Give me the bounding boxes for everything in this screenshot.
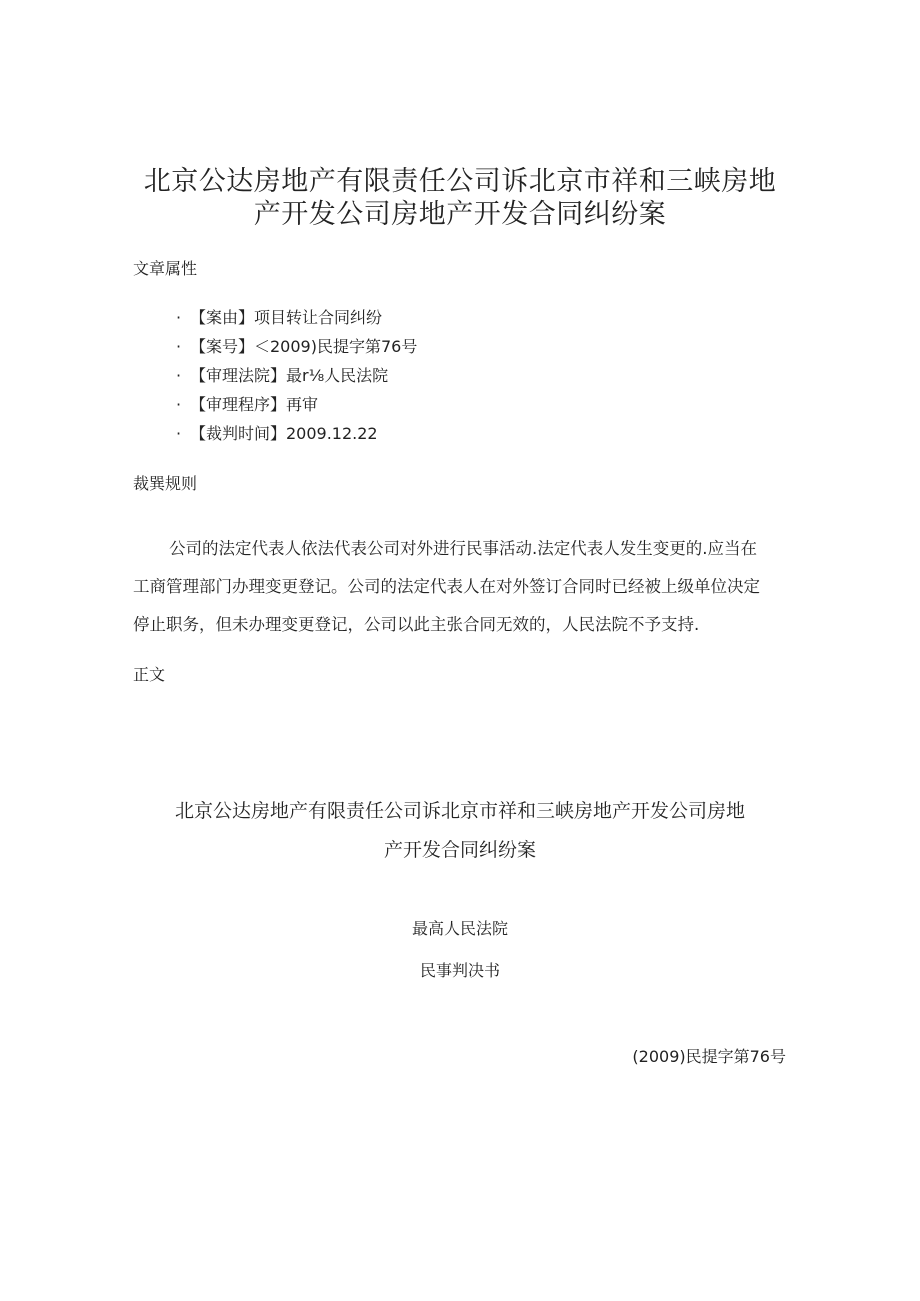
attribute-cause-text: 【案由】项目转让合同纠纷 xyxy=(190,308,383,327)
rules-paragraph xyxy=(133,530,783,644)
attribute-case-number-text: 【案号】＜2009)民提字第76号 xyxy=(190,337,418,356)
judgment-title-line-1: 北京公达房地产有限责任公司诉北京市祥和三峡房地产开发公司房地 xyxy=(174,800,745,822)
document-title-line-1: 北京公达房地产有限责任公司诉北京市祥和三峡房地 xyxy=(143,166,777,197)
rules-line-1: 公司的法定代表人依法代表公司对外进行民事活动.法定代表人发生变更的.应当在 xyxy=(169,539,757,558)
attribute-procedure xyxy=(176,394,417,423)
body-heading: 正文 xyxy=(133,665,166,684)
bullet-icon: · xyxy=(176,424,182,443)
rules-line-2: 工商管理部门办理变更登记。公司的法定代表人在对外签订合同时已经被上级单位决定 xyxy=(133,577,760,596)
attribute-court-text: 【审理法院】最r⅛人民法院 xyxy=(190,366,389,385)
attributes-list xyxy=(176,307,417,452)
bullet-icon: · xyxy=(176,395,182,414)
attribute-procedure-text: 【审理程序】再审 xyxy=(190,395,319,414)
bullet-icon: · xyxy=(176,308,182,327)
document-type: 民事判决书 xyxy=(419,961,500,980)
case-reference: (2009)民提字第76号 xyxy=(632,1047,786,1066)
document-title-line-2: 产开发公司房地产开发合同纠纷案 xyxy=(253,199,667,230)
attribute-judgment-date-text: 【裁判时间】2009.12.22 xyxy=(190,424,378,443)
attribute-court xyxy=(176,365,417,394)
attribute-case-number xyxy=(176,336,417,365)
judgment-title-line-2: 产开发合同纠纷案 xyxy=(383,839,536,861)
court-name: 最高人民法院 xyxy=(411,919,508,938)
bullet-icon: · xyxy=(176,337,182,356)
rules-line-3: 停止职务，但未办理变更登记，公司以此主张合同无效的，人民法院不予支持. xyxy=(133,615,700,634)
attribute-judgment-date xyxy=(176,423,417,452)
rules-heading: 裁巽规则 xyxy=(133,474,198,493)
bullet-icon: · xyxy=(176,366,182,385)
attributes-heading: 文章属性 xyxy=(133,259,198,278)
attribute-cause xyxy=(176,307,417,336)
